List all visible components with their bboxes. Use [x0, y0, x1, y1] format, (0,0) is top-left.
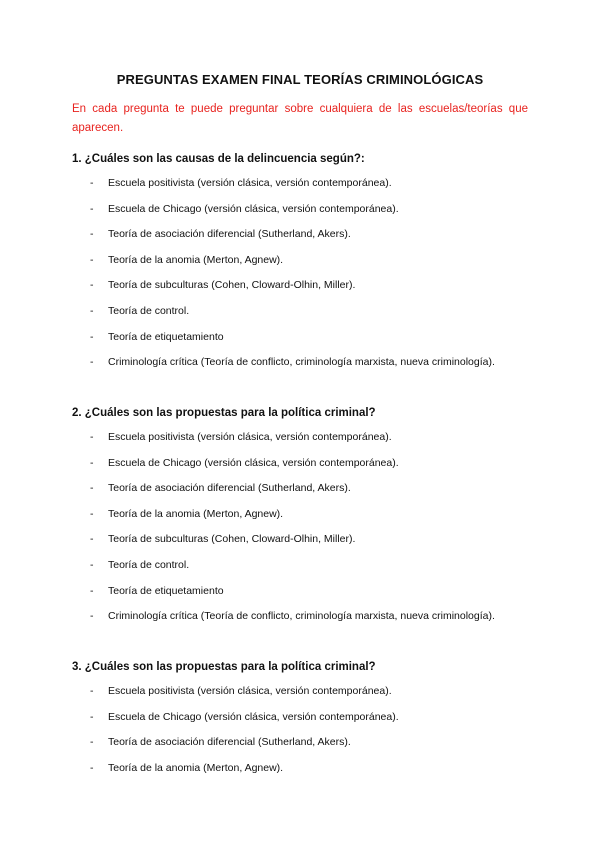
list-item-text: Teoría de subculturas (Cohen, Cloward-Olhin, Miller). [108, 533, 356, 546]
list-item [72, 330, 542, 356]
list-item [72, 558, 542, 584]
list-item [72, 202, 542, 228]
list-item-text: Teoría de la anomia (Merton, Agnew). [108, 507, 284, 520]
list-item [72, 507, 542, 533]
bullet-dash: - [90, 685, 94, 697]
bullet-dash: - [90, 202, 94, 215]
list-item [72, 684, 542, 710]
list-item [72, 278, 542, 304]
list-item-text: Escuela de Chicago (versión clásica, versión contemporánea). [108, 456, 399, 469]
list-item-text: Teoría de etiquetamiento [108, 330, 224, 343]
list-item [72, 609, 542, 635]
theory-list [72, 176, 542, 381]
list-item [72, 456, 542, 482]
list-item [72, 355, 542, 381]
list-item-text: Teoría de control. [108, 558, 190, 571]
bullet-dash: - [90, 761, 94, 774]
question-section-1 [72, 150, 542, 381]
list-item-text: Criminología crítica (Teoría de conflicto, criminología marxista, nueva criminología). [108, 610, 495, 623]
list-item [72, 176, 542, 202]
list-item-text: Escuela de Chicago (versión clásica, versión contemporánea). [108, 202, 399, 215]
list-item [72, 532, 542, 558]
theory-list [72, 430, 542, 635]
list-item-text: Teoría de subculturas (Cohen, Cloward-Olhin, Miller). [108, 279, 356, 292]
question-title: 2. ¿Cuáles son las propuestas para la política criminal? [72, 407, 376, 419]
theory-list [72, 684, 542, 786]
list-item-text: Escuela positivista (versión clásica, versión contemporánea). [108, 431, 392, 443]
list-item [72, 761, 542, 787]
list-item [72, 253, 542, 279]
bullet-dash: - [90, 610, 94, 623]
question-title: 1. ¿Cuáles son las causas de la delincuencia según?: [72, 153, 365, 165]
bullet-dash: - [90, 533, 94, 546]
list-item-text: Escuela positivista (versión clásica, versión contemporánea). [108, 685, 392, 697]
list-item-text: Escuela de Chicago (versión clásica, versión contemporánea). [108, 710, 399, 723]
list-item [72, 584, 542, 610]
bullet-dash: - [90, 456, 94, 469]
bullet-dash: - [90, 431, 94, 443]
question-section-3 [72, 658, 542, 786]
list-item-text: Teoría de asociación diferencial (Sutherland, Akers). [108, 736, 351, 749]
bullet-dash: - [90, 584, 94, 597]
list-item [72, 735, 542, 761]
list-item-text: Teoría de etiquetamiento [108, 584, 224, 597]
bullet-dash: - [90, 330, 94, 343]
list-item-text: Teoría de control. [108, 304, 190, 317]
question-title: 3. ¿Cuáles son las propuestas para la política criminal? [72, 661, 376, 673]
list-item-text: Escuela positivista (versión clásica, versión contemporánea). [108, 177, 392, 189]
list-item [72, 227, 542, 253]
bullet-dash: - [90, 304, 94, 317]
bullet-dash: - [90, 253, 94, 266]
bullet-dash: - [90, 177, 94, 189]
list-item [72, 430, 542, 456]
bullet-dash: - [90, 279, 94, 292]
document-title: PREGUNTAS EXAMEN FINAL TEORÍAS CRIMINOLÓGICAS [116, 72, 484, 87]
question-section-2 [72, 404, 542, 635]
bullet-dash: - [90, 710, 94, 723]
bullet-dash: - [90, 507, 94, 520]
list-item [72, 710, 542, 736]
list-item [72, 481, 542, 507]
bullet-dash: - [90, 558, 94, 571]
bullet-dash: - [90, 356, 94, 369]
bullet-dash: - [90, 736, 94, 749]
bullet-dash: - [90, 228, 94, 241]
list-item-text: Teoría de la anomia (Merton, Agnew). [108, 253, 284, 266]
list-item-text: Criminología crítica (Teoría de conflicto, criminología marxista, nueva criminología). [108, 356, 495, 369]
list-item-text: Teoría de asociación diferencial (Sutherland, Akers). [108, 228, 351, 241]
bullet-dash: - [90, 482, 94, 495]
instruction-note: En cada pregunta te puede preguntar sobre cualquiera de las escuelas/teorías que aparecen. [72, 103, 528, 134]
list-item-text: Teoría de la anomia (Merton, Agnew). [108, 761, 284, 774]
list-item [72, 304, 542, 330]
list-item-text: Teoría de asociación diferencial (Sutherland, Akers). [108, 482, 351, 495]
